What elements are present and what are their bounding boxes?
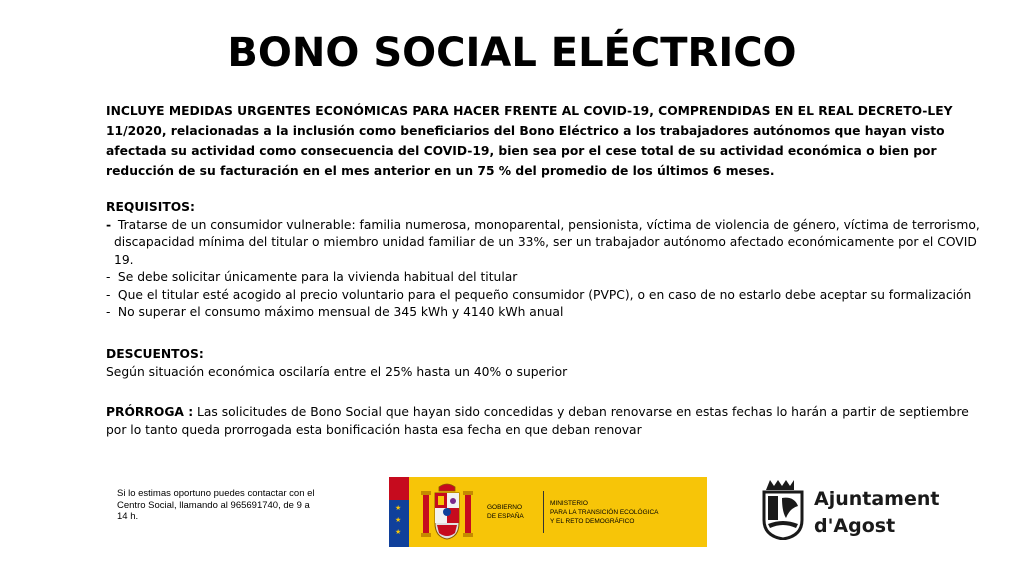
descuentos-heading: DESCUENTOS: bbox=[106, 347, 204, 361]
prorroga-section bbox=[106, 404, 986, 439]
logo-divider bbox=[543, 491, 544, 533]
flag-strip bbox=[389, 477, 409, 547]
coat-of-arms-icon bbox=[409, 477, 485, 547]
ajuntament-emblem-icon bbox=[760, 478, 806, 540]
descuentos-text: Según situación económica oscilaría entre el 25% hasta un 40% o superior bbox=[106, 364, 568, 379]
ministerio-label: MINISTERIO PARA LA TRANSICIÓN ECOLÓGICA Y EL RETO DEMOGRÁFICO bbox=[550, 499, 659, 525]
requisitos-list bbox=[106, 217, 986, 322]
descuentos-section bbox=[106, 346, 986, 381]
gobierno-label: GOBIERNO DE ESPAÑA bbox=[487, 504, 524, 520]
prorroga-paragraph bbox=[106, 404, 986, 439]
list-item: - No superar el consumo máximo mensual de 345 kWh y 4140 kWh anual bbox=[106, 305, 564, 319]
contact-note: Si lo estimas oportuno puedes contactar con el Centro Social, llamando al 965691740, de 9 a 14 h. bbox=[117, 488, 315, 522]
prorroga-label: PRÓRROGA : bbox=[106, 405, 194, 419]
gobierno-ministerio-logo bbox=[389, 477, 707, 547]
list-item: - Se debe solicitar únicamente para la vivienda habitual del titular bbox=[106, 270, 518, 284]
ajuntament-logo bbox=[760, 474, 950, 546]
requisitos-heading: REQUISITOS: bbox=[106, 200, 195, 214]
list-item: - Tratarse de un consumidor vulnerable: familia numerosa, monoparental, pensionista, víctima de violencia de género, víctima de terrorismo, discapacidad mínima del titular o miembro unidad familiar de un 33%, ser un trabajador autónomo afectado económicamente por el COVID 19. bbox=[106, 217, 980, 267]
prorroga-text: Las solicitudes de Bono Social que hayan sido concedidas y deban renovarse en estas fechas lo harán a partir de septiembre por lo tanto queda prorrogada esta bonificación hasta esa fecha en que deban renovar bbox=[106, 405, 969, 437]
page-title: BONO SOCIAL ELÉCTRICO bbox=[227, 30, 797, 76]
intro-paragraph: INCLUYE MEDIDAS URGENTES ECONÓMICAS PARA HACER FRENTE AL COVID-19, COMPRENDIDAS EN EL REAL DECRETO-LEY 11/2020, relacionadas a la inclusión como beneficiarios del Bono Eléctrico a los trabajadores autónomos que hayan visto afectada su actividad como consecuencia del COVID-19, bien sea por el cese total de su actividad económica o bien por reducción de su facturación en el mes anterior en un 75 % del promedio de los últimos 6 meses. bbox=[106, 104, 953, 178]
list-item: - Que el titular esté acogido al precio voluntario para el pequeño consumidor (PVPC), o en caso de no estarlo debe aceptar su formalización bbox=[106, 287, 972, 302]
eu-stars-icon: ★ ★ ★ bbox=[389, 500, 409, 547]
ajuntament-name: Ajuntament d'Agost bbox=[814, 488, 940, 537]
requisitos-section bbox=[106, 199, 986, 322]
